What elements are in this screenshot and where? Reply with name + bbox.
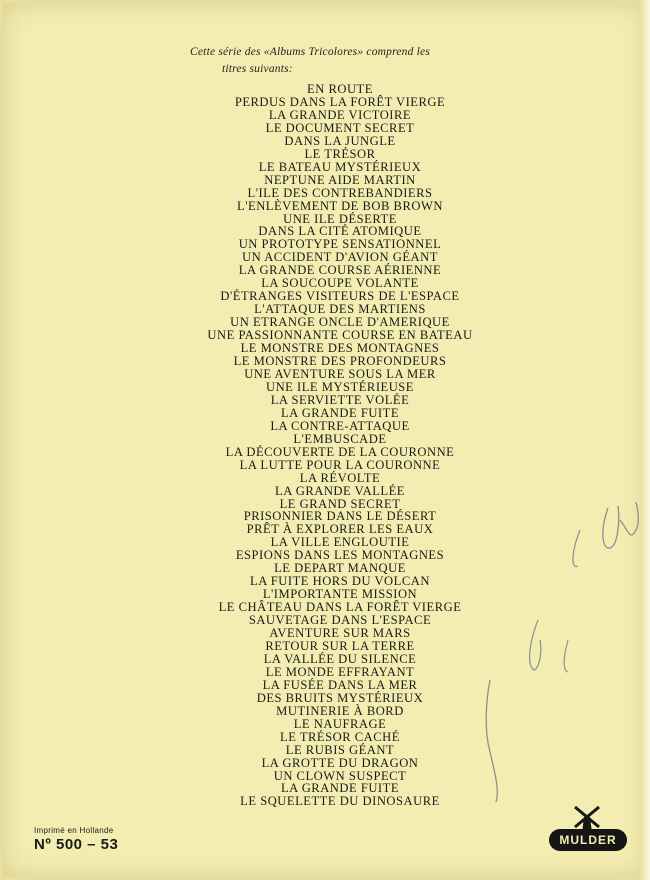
title-item: LE SQUELETTE DU DINOSAURE (240, 794, 440, 809)
title-item: L'ATTAQUE DES MARTIENS (254, 302, 426, 317)
title-item: D'ÉTRANGES VISITEURS DE L'ESPACE (220, 289, 460, 304)
title-item: LA GRANDE VICTOIRE (268, 107, 412, 122)
title-item: NEPTUNE AIDE MARTIN (264, 172, 416, 187)
title-item: LE MONSTRE DES MONTAGNES (240, 341, 440, 356)
title-item: UN CLOWN SUSPECT (273, 768, 407, 783)
title-item: LA GRANDE FUITE (280, 781, 400, 796)
title-item: ESPIONS DANS LES MONTAGNES (235, 548, 445, 563)
title-item: PRISONNIER DANS LE DÉSERT (243, 509, 437, 524)
series-intro (190, 44, 510, 78)
pencil-scribble (460, 490, 650, 810)
publisher-logo: MULDER (549, 829, 627, 851)
title-item: LE RUBIS GÉANT (285, 742, 395, 757)
title-item: PRÊT À EXPLORER LES EAUX (246, 522, 434, 537)
intro-line-1: Cette série des «Albums Tricolores» comprend les (190, 46, 430, 58)
title-item: LE GRAND SECRET (279, 496, 401, 511)
title-item: LA GRANDE FUITE (280, 405, 400, 420)
imprint (34, 826, 118, 853)
printed-in-label: Imprimé en Hollande (34, 826, 114, 835)
title-item: LA LUTTE POUR LA COURONNE (239, 457, 441, 472)
title-item: UN ACCIDENT D'AVION GÉANT (242, 250, 438, 265)
title-item: LA CONTRE-ATTAQUE (270, 418, 410, 433)
title-item: LE MONDE EFFRAYANT (265, 664, 415, 679)
title-item: EN ROUTE (307, 82, 373, 96)
title-item: UNE ILE DÉSERTE (283, 211, 397, 226)
title-item: LA SERVIETTE VOLÉE (270, 392, 410, 407)
title-item: LE NAUFRAGE (293, 716, 387, 731)
title-item: LA VALLÉE DU SILENCE (263, 651, 417, 666)
title-item: RETOUR SUR LA TERRE (265, 638, 415, 653)
title-item: DANS LA JUNGLE (284, 133, 396, 148)
title-item: DES BRUITS MYSTÉRIEUX (256, 690, 424, 705)
title-item: L'EMBUSCADE (293, 431, 387, 446)
title-item: UN ETRANGE ONCLE D'AMERIQUE (230, 315, 450, 330)
title-list (180, 83, 500, 808)
title-item: LA RÉVOLTE (299, 470, 381, 485)
title-item: MUTINERIE À BORD (276, 703, 404, 718)
title-item: UN PROTOTYPE SENSATIONNEL (238, 237, 442, 252)
title-item: UNE PASSIONNANTE COURSE EN BATEAU (207, 328, 473, 343)
title-item: L'ILE DES CONTREBANDIERS (247, 185, 433, 200)
title-item: LA GROTTE DU DRAGON (261, 755, 419, 770)
title-item: LE DOCUMENT SECRET (265, 120, 415, 135)
title-item: SAUVETAGE DANS L'ESPACE (248, 613, 432, 628)
intro-line-2: titres suivants: (222, 63, 293, 75)
title-item: DANS LA CITÉ ATOMIQUE (258, 224, 422, 239)
title-item: LE TRÉSOR (304, 146, 376, 161)
title-item: L'IMPORTANTE MISSION (262, 587, 418, 602)
title-item: LE BATEAU MYSTÉRIEUX (258, 159, 422, 174)
title-item: PERDUS DANS LA FORÊT VIERGE (234, 94, 446, 109)
title-item: LE DEPART MANQUE (274, 561, 406, 576)
title-item: L'ENLÈVEMENT DE BOB BROWN (237, 198, 443, 213)
title-item: LE MONSTRE DES PROFONDEURS (233, 354, 447, 369)
title-item: LA DÉCOUVERTE DE LA COURONNE (225, 444, 455, 459)
title-item: LA SOUCOUPE VOLANTE (261, 276, 419, 291)
title-item: LE TRÉSOR CACHÉ (280, 729, 400, 744)
title-item: UNE AVENTURE SOUS LA MER (244, 366, 436, 381)
title-item: AVENTURE SUR MARS (269, 626, 411, 641)
title-item: UNE ILE MYSTÉRIEUSE (265, 379, 415, 394)
title-item: LE CHÂTEAU DANS LA FORÊT VIERGE (218, 600, 462, 615)
title-item: LA VILLE ENGLOUTIE (270, 535, 410, 550)
catalog-number: Nº 500 – 53 (34, 836, 119, 853)
title-item: LA FUSÉE DANS LA MER (262, 677, 418, 692)
title-item: LA FUITE HORS DU VOLCAN (250, 574, 430, 589)
title-item: LA GRANDE VALLÉE (275, 483, 405, 498)
title-item: LA GRANDE COURSE AÉRIENNE (238, 263, 442, 278)
